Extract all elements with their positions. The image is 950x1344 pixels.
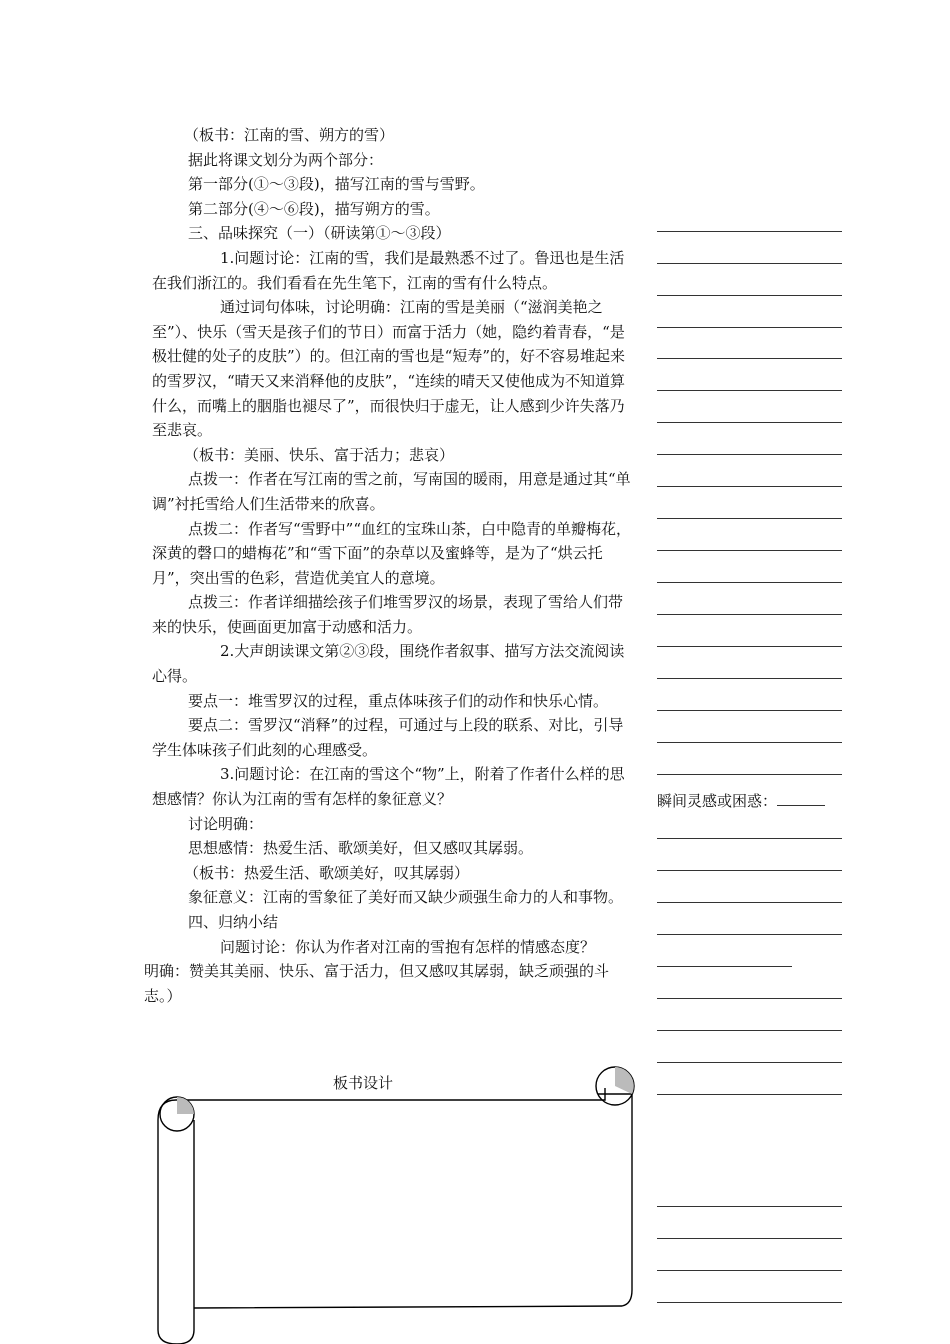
inspiration-label: 瞬间灵感或困惑： <box>657 792 778 810</box>
note-line[interactable] <box>657 1030 842 1031</box>
note-line[interactable] <box>657 550 842 551</box>
paragraph: 讨论明确： <box>188 814 264 833</box>
paragraph: 四、归纳小结 <box>188 913 279 931</box>
paragraph: 点拨二：作者写“雪野中”“血红的宝珠山茶，白中隐青的单瓣梅花，深黄的磬口的蜡梅花”和“雪下面”的杂草以及蜜蜂等，是为了“烘云托月”，突出雪的色彩，营造优美宜人的意境。 <box>152 519 632 587</box>
note-line[interactable] <box>657 614 842 615</box>
paragraph: 思想感情：热爱生活、歌颂美好，但又感叹其孱弱。 <box>188 839 534 858</box>
note-line[interactable] <box>657 1302 842 1303</box>
paragraph: 点拨一：作者在写江南的雪之前，写南国的暖雨，用意是通过其“单调”衬托雪给人们生活带来的欣喜。 <box>152 470 631 513</box>
note-line[interactable] <box>657 646 842 647</box>
paragraph: 第二部分(④～⑥段)，描写朔方的雪。 <box>188 199 440 218</box>
paragraph: 要点二：雪罗汉“消释”的过程，可通过与上段的联系、对比，引导学生体味孩子们此刻的心理感受。 <box>152 716 624 759</box>
note-line[interactable] <box>657 710 842 711</box>
note-line[interactable] <box>657 518 842 519</box>
inspiration-blank[interactable] <box>777 791 825 806</box>
note-line[interactable] <box>657 1206 842 1207</box>
paragraph: 明确：赞美其美丽、快乐、富于活力，但又感叹其孱弱，缺乏顽强的斗志。） <box>144 962 610 1005</box>
note-line[interactable] <box>657 1238 842 1239</box>
scroll-right-edge <box>194 1100 632 1308</box>
note-line[interactable] <box>657 1270 842 1271</box>
note-line[interactable] <box>657 1062 842 1063</box>
note-line[interactable] <box>657 774 842 775</box>
note-lines <box>657 0 857 1344</box>
board-title: 板书设计 <box>333 1074 394 1092</box>
note-line[interactable] <box>657 358 842 359</box>
paragraph: 2.大声朗读课文第②③段，围绕作者叙事、描写方法交流阅读心得。 <box>152 642 625 686</box>
note-line[interactable] <box>657 998 842 999</box>
paragraph: （板书：江南的雪、朔方的雪） <box>184 126 395 144</box>
paragraph: 1.问题讨论：江南的雪，我们是最熟悉不过了。鲁迅也是生活在我们浙江的。我们看看在先生笔下，江南的雪有什么特点。 <box>152 248 625 292</box>
note-line[interactable] <box>657 327 842 328</box>
paragraph: 三、品味探究（一）（研读第①～③段） <box>188 224 451 243</box>
paragraph: 象征意义：江南的雪象征了美好而又缺少顽强生命力的人和事物。 <box>188 888 624 907</box>
note-line[interactable] <box>657 742 842 743</box>
paragraph: 通过词句体味，讨论明确：江南的雪是美丽（“滋润美艳之至”）、快乐（雪天是孩子们的节日）而富于活力（她，隐约着青春，“是极壮健的处子的皮肤”）的。但江南的雪也是“短寿”的，好不容易堆起来的雪罗汉，“晴天又来消释他的皮肤”，“连续的晴天又使他成为不知道算什么，而嘴上的胭脂也褪尽了”，而很快归于虚无，让人感到少许失落乃至悲哀。 <box>152 298 626 440</box>
note-line[interactable] <box>657 582 842 583</box>
paragraph: 点拨三：作者详细描绘孩子们堆雪罗汉的场景，表现了雪给人们带来的快乐，使画面更加富于动感和活力。 <box>152 593 624 636</box>
lesson-text <box>144 123 634 1008</box>
note-line[interactable] <box>657 454 842 455</box>
note-line[interactable] <box>657 295 842 296</box>
note-line[interactable] <box>657 678 842 679</box>
note-line[interactable] <box>657 390 842 391</box>
paragraph: 第一部分(①～③段)，描写江南的雪与雪野。 <box>188 175 485 194</box>
note-line[interactable] <box>657 870 842 871</box>
paragraph: 3.问题讨论：在江南的雪这个“物”上，附着了作者什么样的思想感情？你认为江南的雪有怎样的象征意义？ <box>152 765 625 809</box>
note-line[interactable] <box>657 231 842 232</box>
note-line[interactable] <box>657 902 842 903</box>
paragraph: 要点一：堆雪罗汉的过程，重点体味孩子们的动作和快乐心情。 <box>188 691 609 710</box>
inspiration-prompt <box>657 789 825 813</box>
board-scroll <box>150 1050 640 1344</box>
paragraph: 据此将课文划分为两个部分： <box>188 150 384 169</box>
paragraph: （板书：美丽、快乐、富于活力；悲哀） <box>184 445 455 464</box>
paragraph: 问题讨论：你认为作者对江南的雪抱有怎样的情感态度？ <box>220 937 596 956</box>
note-line[interactable] <box>657 486 842 487</box>
note-line[interactable] <box>657 838 842 839</box>
note-line[interactable] <box>657 966 792 967</box>
note-line[interactable] <box>657 934 842 935</box>
note-line[interactable] <box>657 263 842 264</box>
note-line[interactable] <box>657 422 842 423</box>
note-line[interactable] <box>657 1094 842 1095</box>
scroll-left-roll <box>158 1100 194 1344</box>
paragraph: （板书：热爱生活、歌颂美好，叹其孱弱） <box>184 863 470 882</box>
